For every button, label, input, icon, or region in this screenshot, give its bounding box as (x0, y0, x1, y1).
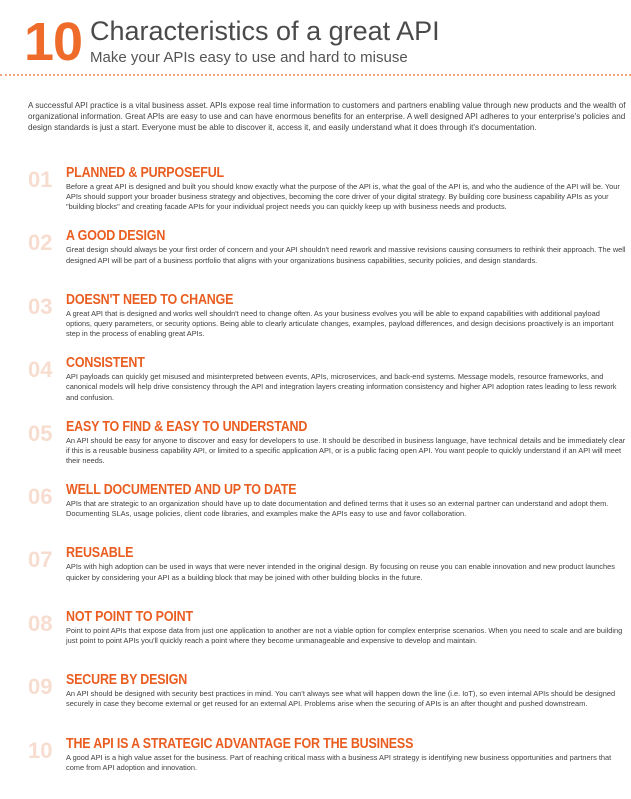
list-item (28, 165, 628, 228)
item-heading: A GOOD DESIGN (66, 228, 166, 245)
item-description: Great design should always be your first order of concern and your API shouldn't need rework and massive revisions causing consumers to rethink their approach. The well designed API will be part of a business portfolio that aligns with your organizations business capabilities, security policies, and design standards. (66, 245, 626, 265)
list-item (28, 736, 628, 799)
header-divider (0, 74, 631, 76)
item-description: A good API is a high value asset for the business. Part of reaching critical mass with a business API strategy is identifying new business opportunities and partners that come from API adoption and innovation. (66, 752, 612, 772)
item-heading: WELL DOCUMENTED AND UP TO DATE (66, 481, 297, 498)
item-heading: CONSISTENT (66, 355, 145, 372)
list-item (28, 609, 628, 672)
page-title: Characteristics of a great API (90, 16, 440, 46)
item-number: 04 (28, 357, 53, 383)
item-number: 07 (28, 547, 53, 573)
item-number: 03 (28, 293, 53, 319)
page-subtitle: Make your APIs easy to use and hard to misuse (90, 49, 408, 66)
item-number: 05 (28, 420, 53, 446)
list-item (28, 228, 628, 291)
item-description: APIs with high adoption can be used in ways that were never intended in the original design. By focusing on reuse you can enable innovation and new product launches quicker by considering your API as a building block that may be joined with other building blocks in the future. (66, 562, 615, 582)
item-heading: DOESN'T NEED TO CHANGE (66, 291, 234, 308)
item-heading: THE API IS A STRATEGIC ADVANTAGE FOR THE BUSINESS (66, 735, 414, 752)
item-description: An API should be easy for anyone to discover and easy for developers to use. It should be described in business language, have technical details and be immediately clear if this is a reusable business capability API, or limited to a specific application API, or is a public facing open API. You want people to quickly understand if an API will meet their needs. (66, 435, 626, 465)
page-header (24, 12, 624, 72)
list-item (28, 419, 628, 482)
item-description: Before a great API is designed and built you should know exactly what the purpose of the API is, what the goal of the API is, and who the audience of the API will be. Your APIs should support your broader business strategy and objectives, becoming the core driver of your digital strategy. By building core business capability APIs as your "building blocks" and creating facade APIs for your individual project needs you can quickly keep up with business needs and products. (66, 182, 620, 212)
characteristics-list (28, 165, 628, 799)
item-number: 01 (28, 167, 53, 192)
item-heading: PLANNED & PURPOSEFUL (66, 165, 224, 181)
list-item (28, 292, 628, 355)
header-number: 10 (24, 12, 83, 72)
item-description: A great API that is designed and works well shouldn't need to change often. As your business evolves you will be able to expand capabilities with additional payload options, query parameters, or security options. Being able to clearly articulate changes, examples, payload differences, and design decisions proactively is an important step in the process of enabling great APIs. (66, 308, 614, 339)
list-item (28, 355, 628, 418)
item-number: 10 (28, 737, 53, 763)
item-heading: REUSABLE (66, 545, 134, 562)
item-number: 08 (28, 610, 53, 636)
list-item (28, 482, 628, 545)
item-heading: SECURE BY DESIGN (66, 672, 188, 689)
item-description: API payloads can quickly get misused and misinterpreted between events, APIs, microservices, and back-end systems. Message models, resource frameworks, and canonical models will help drive consistency through the API and integration layers creating information consistency and higher API adoption rates leading to less rework and confusion. (66, 372, 617, 402)
item-number: 02 (28, 230, 53, 256)
list-item (28, 672, 628, 735)
item-number: 06 (28, 483, 53, 509)
intro-paragraph: A successful API practice is a vital business asset. APIs expose real time information to customers and partners enabling value through new products and the wealth of organizational information. Great APIs are easy to use and can have enormous benefits for an enterprise. A well designed API adheres to your enterprise's policies and design standards is just a start. Everyone must be able to discover it, access it, and easily understand what it does through it's documentation. (28, 101, 626, 132)
item-description: An API should be designed with security best practices in mind. You can't always see what will happen down the line (i.e. IoT), so even internal APIs should be designed securely in case they become external or get reused for an external API. Problems arise when the securing of APIs is an after thought and pushed downstream. (66, 689, 616, 709)
list-item (28, 545, 628, 608)
item-number: 09 (28, 674, 53, 700)
item-description: APIs that are strategic to an organization should have up to date documentation and defined terms that it uses so an external partner can understand and adopt them. Documenting SLAs, usage policies, client code libraries, and examples make the APIs easy to use and favor collaboration. (66, 498, 609, 519)
item-heading: NOT POINT TO POINT (66, 608, 193, 625)
item-description: Point to point APIs that expose data from just one application to another are not a viable option for complex enterprise scenarios. When you need to scale and are building just point to point APIs you'll quickly reach a point where they become unmanageable and expensive to develop and maintain. (66, 625, 623, 645)
item-heading: EASY TO FIND & EASY TO UNDERSTAND (66, 418, 308, 435)
